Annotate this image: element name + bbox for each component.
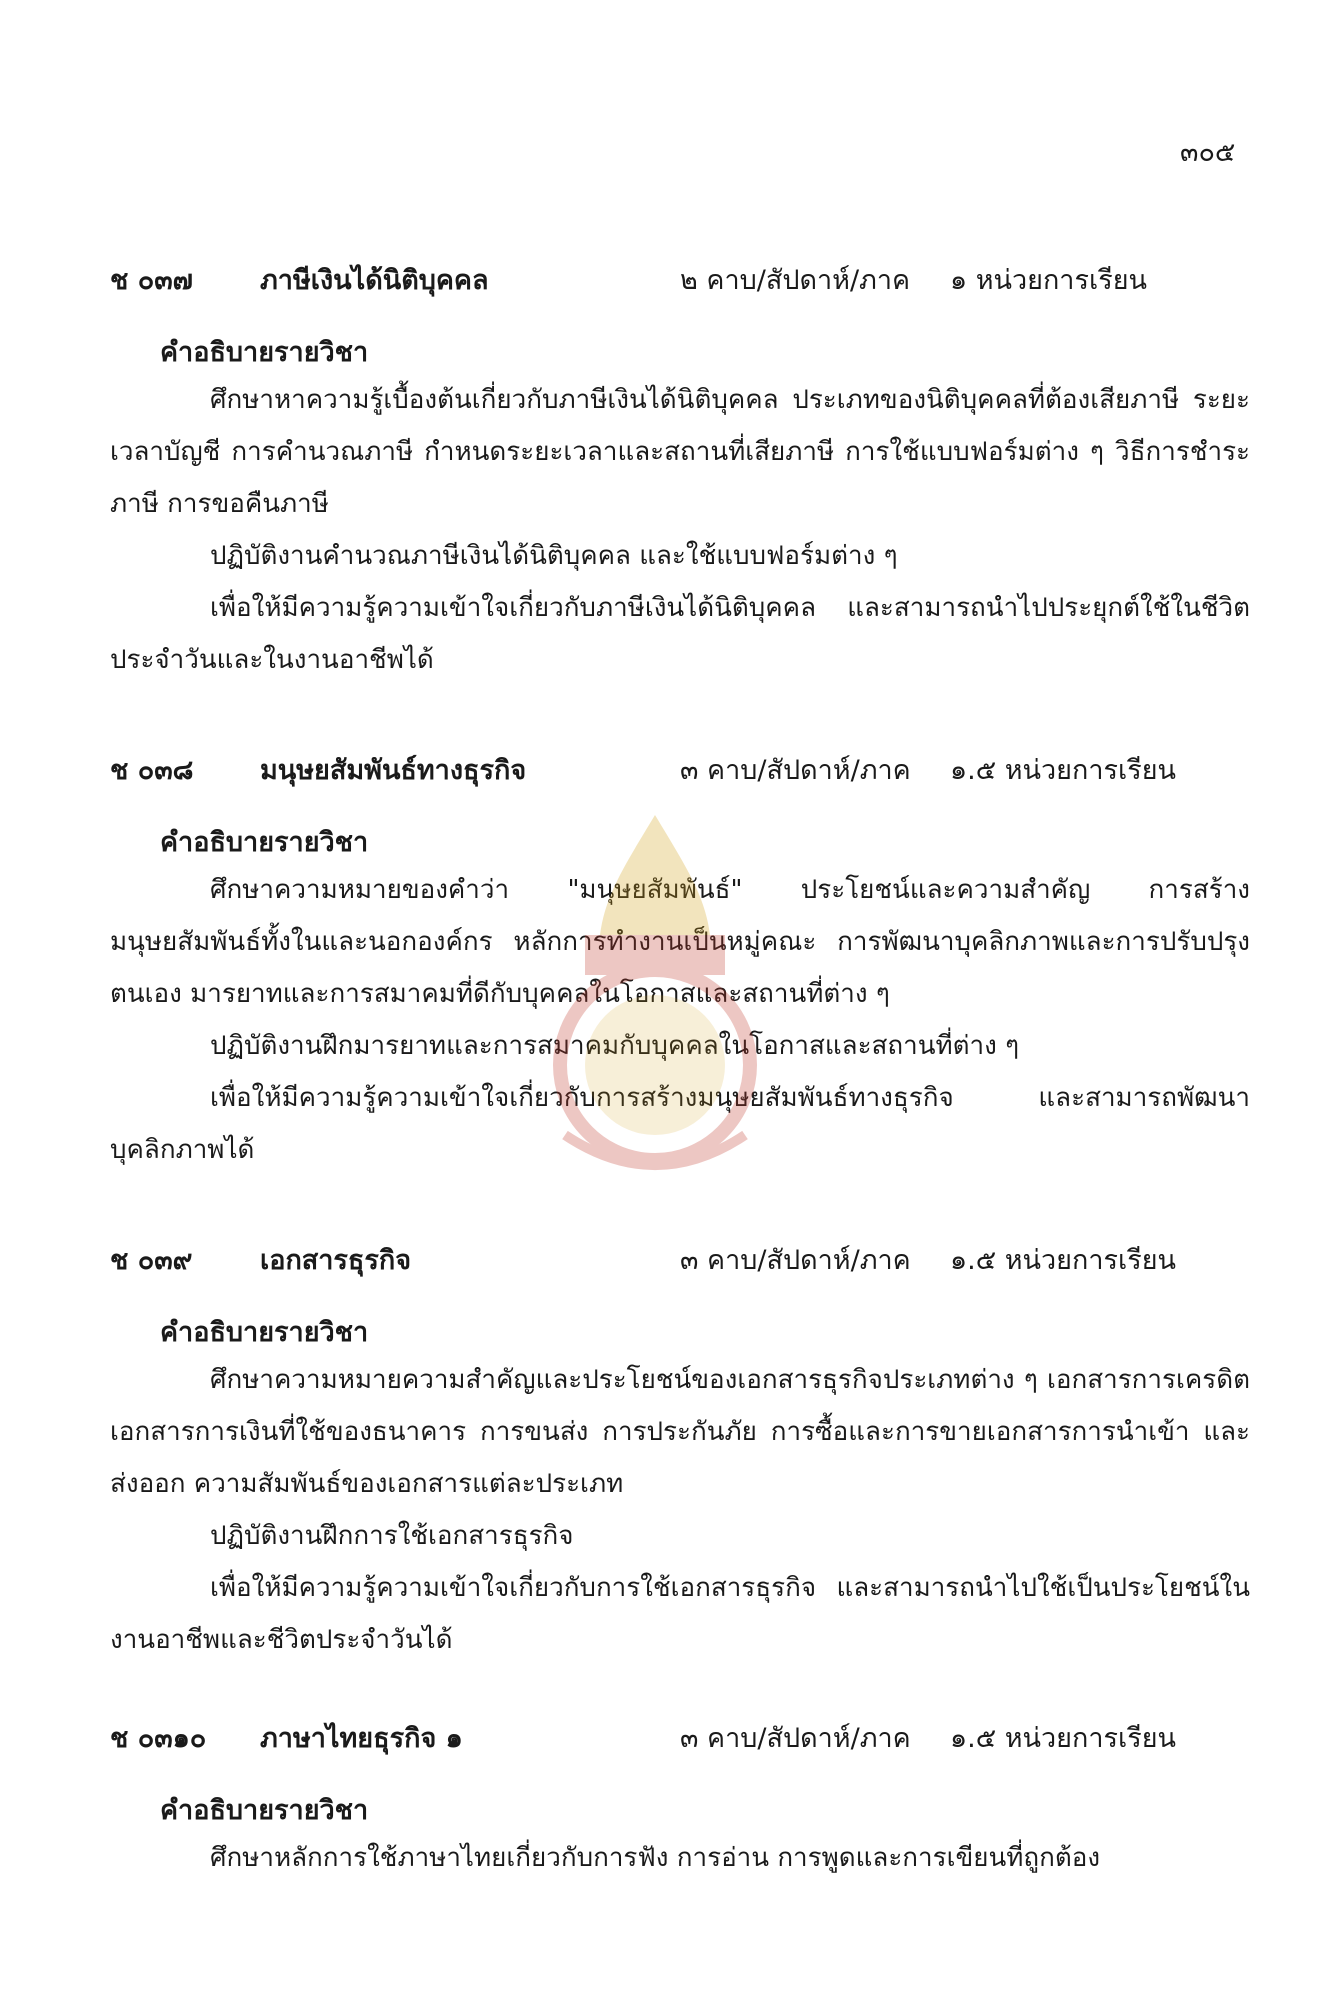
description-heading: คำอธิบายรายวิชา (160, 1317, 369, 1348)
description-paragraph: ศึกษาความหมายความสำคัญและประโยชน์ของเอกสารธุรกิจประเภทต่าง ๆ เอกสารการเครดิต เอกสารการเงินที่ใช้ของธนาคาร การขนส่ง การประกันภัย การซื้อและการขายเอกสารการนำเข้า และส่งออก ความสัมพันธ์ของเอกสารแต่ละประเภท (110, 1365, 1250, 1499)
course-section (110, 1238, 1250, 1666)
course-section (110, 1716, 1250, 1884)
course-credits: ๑.๕ หน่วยการเรียน (950, 1245, 1176, 1276)
course-credits: ๑.๕ หน่วยการเรียน (950, 755, 1176, 786)
course-code: ช ๐๓๙ (110, 1245, 193, 1276)
course-header (110, 1238, 1250, 1282)
course-code: ช ๐๓๘ (110, 755, 194, 786)
course-section (110, 748, 1250, 1176)
objective-paragraph: เพื่อให้มีความรู้ความเข้าใจเกี่ยวกับการสร้างมนุษยสัมพันธ์ทางธุรกิจ และสามารถพัฒนาบุคลิกภาพได้ (110, 1083, 1250, 1165)
course-code: ช ๐๓๗ (110, 265, 193, 296)
course-name: เอกสารธุรกิจ (260, 1245, 412, 1276)
description-heading: คำอธิบายรายวิชา (160, 1795, 369, 1826)
objective-paragraph: เพื่อให้มีความรู้ความเข้าใจเกี่ยวกับภาษีเงินได้นิติบุคคล และสามารถนำไปประยุกต์ใช้ในชีวิตประจำวันและในงานอาชีพได้ (110, 593, 1250, 675)
page-number: ๓๐๕ (1180, 137, 1236, 168)
description-heading: คำอธิบายรายวิชา (160, 337, 369, 368)
course-credits: ๑ หน่วยการเรียน (950, 265, 1147, 296)
course-section (110, 258, 1250, 686)
course-hours: ๓ คาบ/สัปดาห์/ภาค (680, 755, 911, 786)
practice-paragraph: ปฏิบัติงานฝึกมารยาทและการสมาคมกับบุคคลในโอกาสและสถานที่ต่าง ๆ (210, 1031, 1020, 1061)
course-hours: ๒ คาบ/สัปดาห์/ภาค (680, 265, 911, 296)
course-hours: ๓ คาบ/สัปดาห์/ภาค (680, 1723, 911, 1754)
course-credits: ๑.๕ หน่วยการเรียน (950, 1723, 1176, 1754)
course-header (110, 1716, 1250, 1760)
course-name: ภาษาไทยธุรกิจ ๑ (260, 1723, 463, 1754)
description-paragraph: ศึกษาความหมายของคำว่า "มนุษยสัมพันธ์" ประโยชน์และความสำคัญ การสร้างมนุษยสัมพันธ์ทั้งในและนอกองค์กร หลักการทำงานเป็นหมู่คณะ การพัฒนาบุคลิกภาพและการปรับปรุงตนเอง มารยาทและการสมาคมที่ดีกับบุคคลในโอกาสและสถานที่ต่าง ๆ (110, 875, 1250, 1009)
description-paragraph: ศึกษาหลักการใช้ภาษาไทยเกี่ยวกับการฟัง การอ่าน การพูดและการเขียนที่ถูกต้อง (210, 1843, 1101, 1873)
objective-paragraph: เพื่อให้มีความรู้ความเข้าใจเกี่ยวกับการใช้เอกสารธุรกิจ และสามารถนำไปใช้เป็นประโยชน์ในงานอาชีพและชีวิตประจำวันได้ (110, 1573, 1250, 1655)
course-name: ภาษีเงินได้นิติบุคคล (260, 265, 489, 296)
description-paragraph: ศึกษาหาความรู้เบื้องต้นเกี่ยวกับภาษีเงินได้นิติบุคคล ประเภทของนิติบุคคลที่ต้องเสียภาษี ระยะเวลาบัญชี การคำนวณภาษี กำหนดระยะเวลาและสถานที่เสียภาษี การใช้แบบฟอร์มต่าง ๆ วิธีการชำระภาษี การขอคืนภาษี (110, 385, 1250, 519)
description-heading: คำอธิบายรายวิชา (160, 827, 369, 858)
course-header (110, 748, 1250, 792)
course-header (110, 258, 1250, 302)
course-name: มนุษยสัมพันธ์ทางธุรกิจ (260, 755, 527, 786)
practice-paragraph: ปฏิบัติงานฝึกการใช้เอกสารธุรกิจ (210, 1521, 574, 1551)
course-code: ช ๐๓๑๐ (110, 1723, 207, 1754)
course-hours: ๓ คาบ/สัปดาห์/ภาค (680, 1245, 911, 1276)
practice-paragraph: ปฏิบัติงานคำนวณภาษีเงินได้นิติบุคคล และใช้แบบฟอร์มต่าง ๆ (210, 541, 898, 571)
